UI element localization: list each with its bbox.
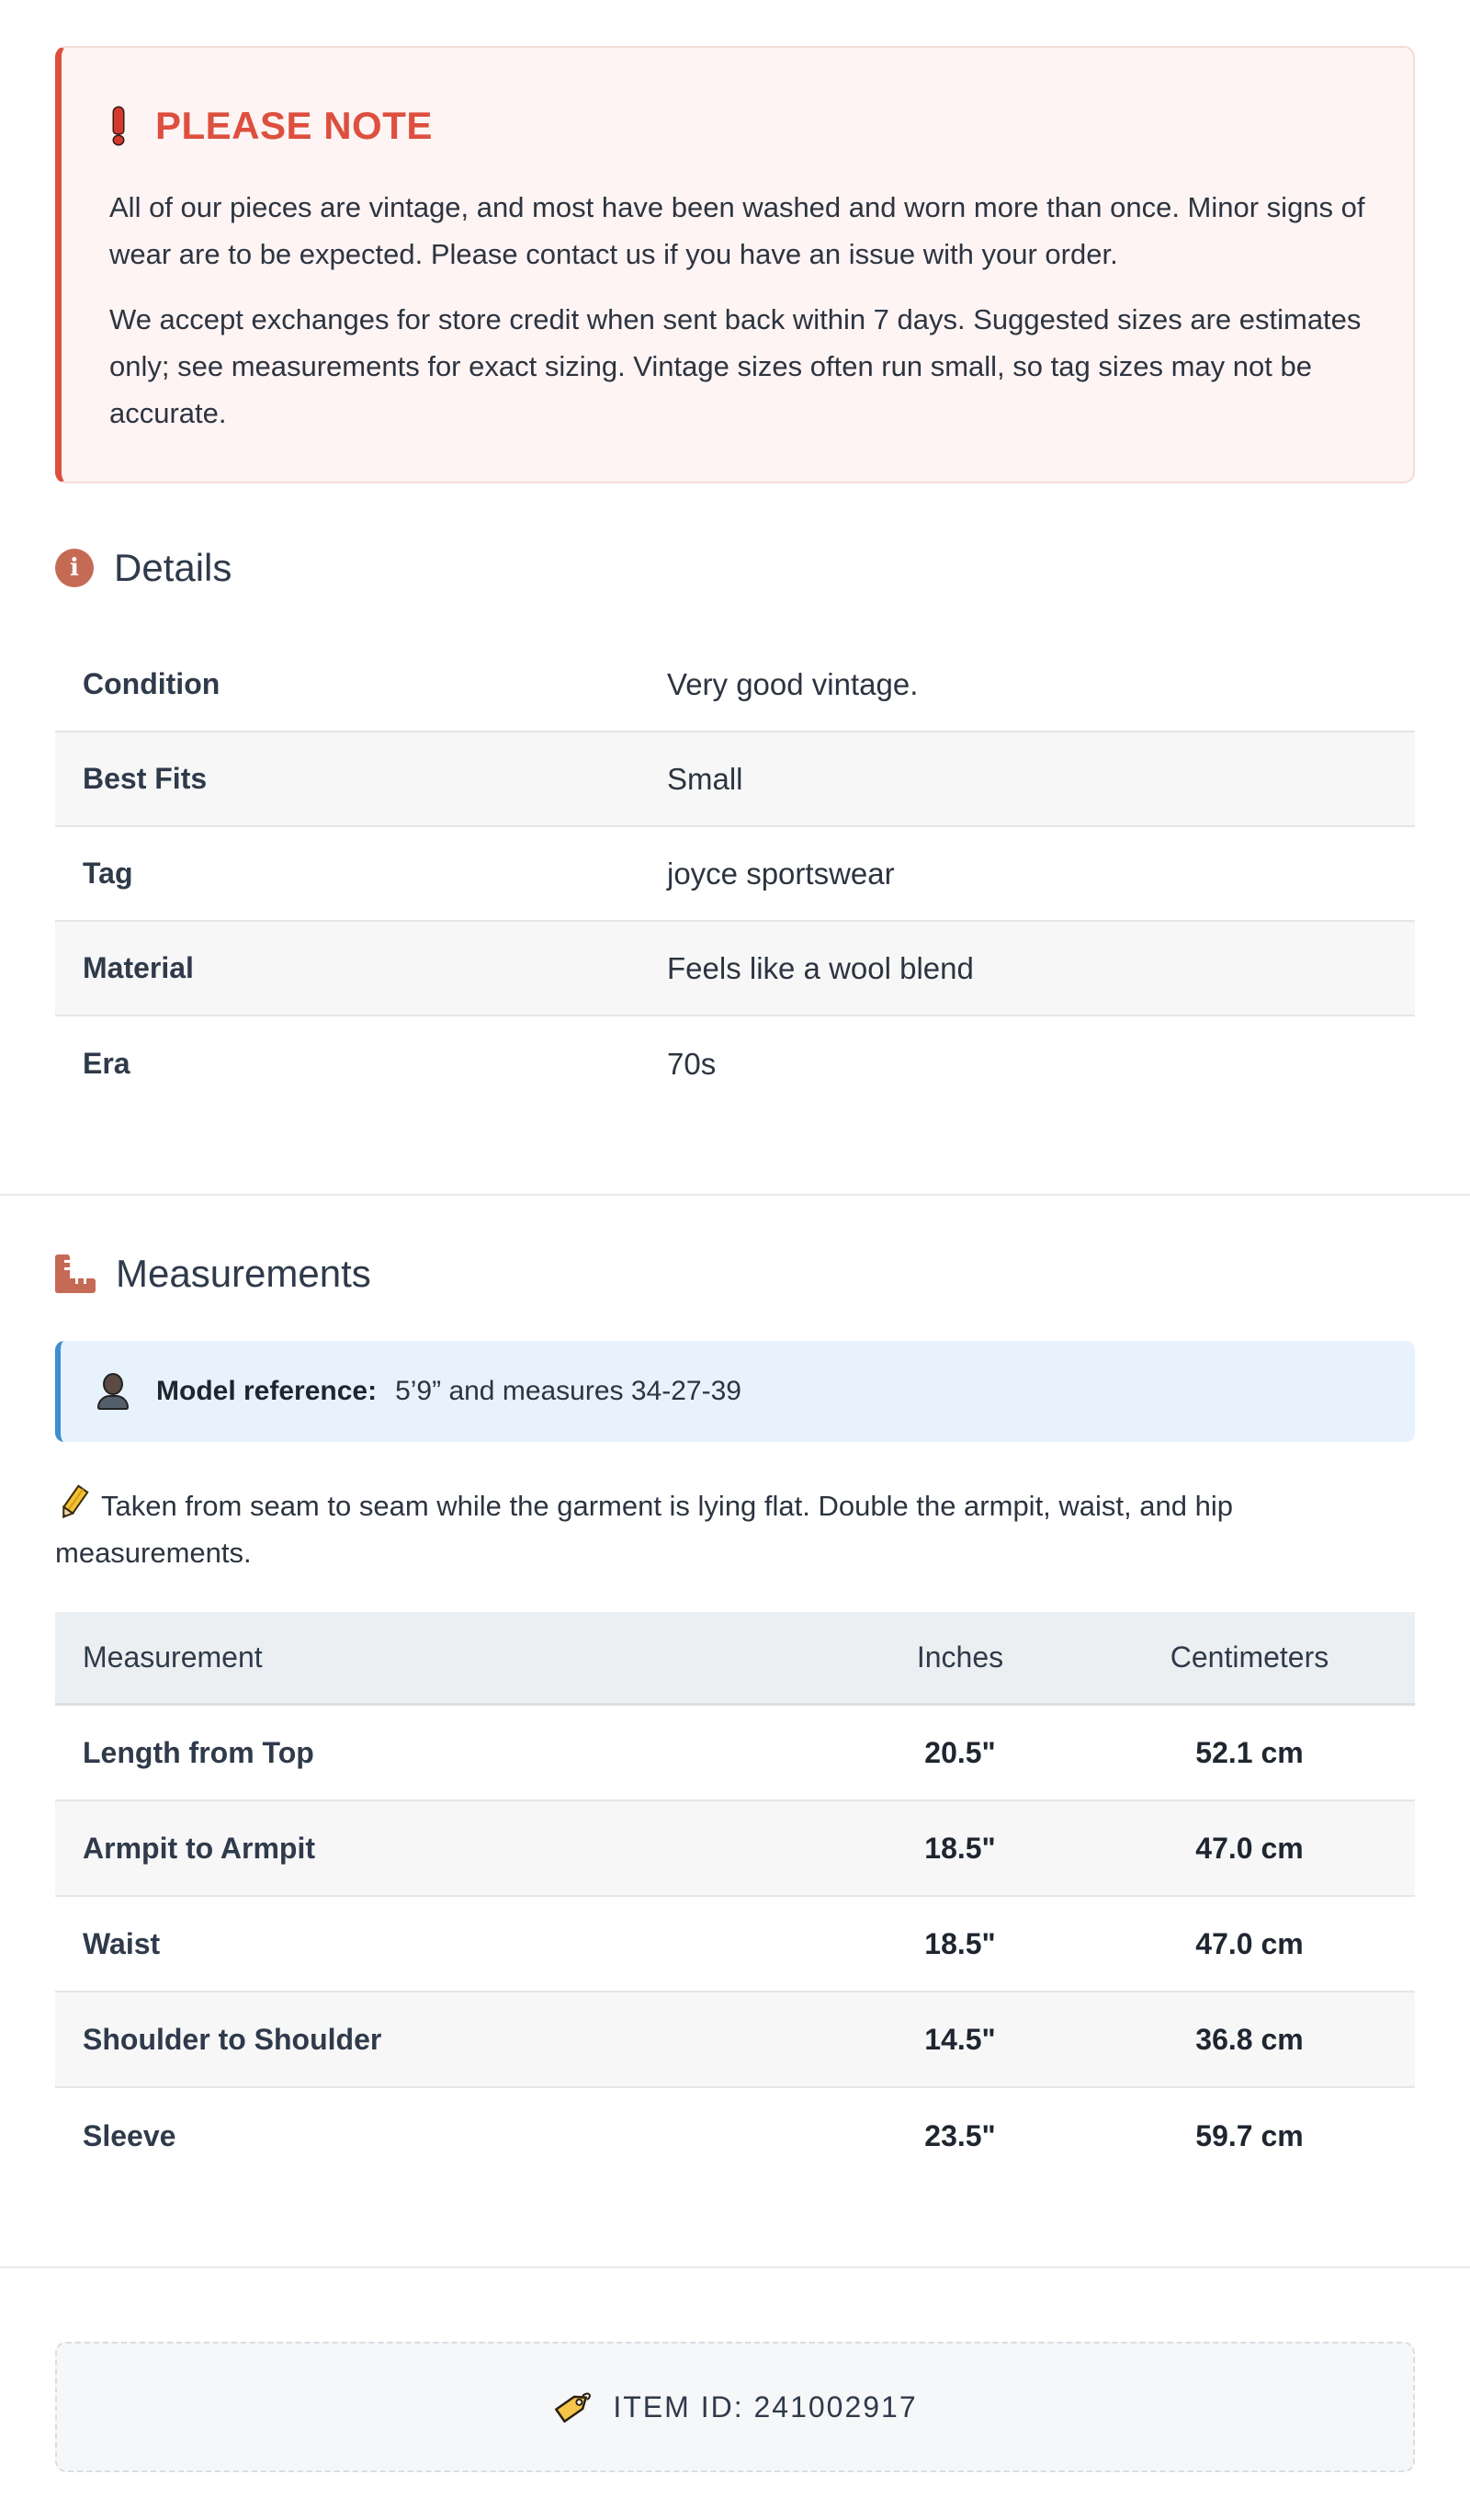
table-row — [55, 1992, 1415, 2088]
measurement-name: Length from Top — [83, 1735, 314, 1769]
table-row — [55, 1897, 1415, 1992]
measurement-name: Sleeve — [83, 2118, 176, 2152]
details-label: Tag — [83, 857, 133, 890]
details-title: Details — [114, 546, 232, 589]
column-header: Measurement — [83, 1640, 263, 1674]
section-divider — [0, 1194, 1470, 1196]
details-row — [55, 732, 1415, 827]
details-row — [55, 1016, 1415, 1111]
measurement-inches: 18.5" — [924, 1831, 996, 1865]
item-id-box — [55, 2342, 1415, 2472]
table-row — [55, 1801, 1415, 1897]
measurement-note-text: Taken from seam to seam while the garment is lying flat. Double the armpit, waist, and hip measurements. — [55, 1490, 1233, 1569]
measurement-inches: 23.5" — [924, 2118, 996, 2152]
measurement-name: Shoulder to Shoulder — [83, 2022, 382, 2056]
tag-icon — [552, 2389, 593, 2425]
details-value: Feels like a wool blend — [667, 950, 974, 985]
column-header: Inches — [916, 1640, 1004, 1674]
item-id-label: ITEM ID: 241002917 — [613, 2389, 918, 2424]
measurement-inches: 20.5" — [924, 1735, 996, 1769]
measurements-table — [55, 1612, 1415, 2184]
details-table — [55, 638, 1415, 1111]
pencil-icon — [55, 1484, 92, 1521]
details-value: Small — [667, 761, 743, 796]
details-label: Era — [83, 1047, 130, 1080]
measurement-cm: 47.0 cm — [1195, 1926, 1304, 1960]
measurement-cm: 52.1 cm — [1195, 1735, 1304, 1769]
details-row — [55, 638, 1415, 732]
model-reference-value: 5’9” and measures 34-27-39 — [395, 1376, 741, 1406]
details-value: 70s — [667, 1046, 717, 1081]
measurements-header — [55, 1246, 371, 1301]
measurements-title: Measurements — [116, 1252, 371, 1295]
info-icon: i — [55, 549, 94, 587]
details-label: Best Fits — [83, 762, 208, 795]
person-icon — [96, 1373, 130, 1410]
details-value: Very good vintage. — [667, 666, 919, 701]
column-header: Centimeters — [1170, 1640, 1329, 1674]
model-reference-box — [55, 1341, 1415, 1442]
details-row — [55, 922, 1415, 1016]
exclamation-icon — [109, 108, 128, 144]
table-row — [55, 2088, 1415, 2184]
measurement-note — [55, 1482, 1360, 1576]
measurement-cm: 47.0 cm — [1195, 1831, 1304, 1865]
notice-paragraph: All of our pieces are vintage, and most have been washed and worn more than once. Minor signs of wear are to be expected. Please contact us if you have an issue with your order. — [109, 191, 1365, 270]
notice-box — [55, 46, 1415, 483]
notice-title: PLEASE NOTE — [155, 104, 433, 147]
notice-paragraph: We accept exchanges for store credit when sent back within 7 days. Suggested sizes are estimates only; see measurements for exact sizing. Vintage sizes often run small, so tag sizes may not be accurate. — [109, 303, 1362, 429]
notice-header — [109, 103, 1365, 149]
details-value: joyce sportswear — [667, 856, 895, 891]
table-row — [55, 1706, 1415, 1801]
measurement-name: Waist — [83, 1926, 161, 1960]
measurement-inches: 18.5" — [924, 1926, 996, 1960]
measurement-inches: 14.5" — [924, 2022, 996, 2056]
measurement-cm: 36.8 cm — [1195, 2022, 1304, 2056]
ruler-icon — [55, 1254, 96, 1293]
section-divider — [0, 2266, 1470, 2268]
measurements-table-header — [55, 1612, 1415, 1706]
model-reference-label: Model reference: — [156, 1376, 378, 1406]
details-label: Condition — [83, 667, 220, 700]
details-label: Material — [83, 951, 194, 984]
measurement-name: Armpit to Armpit — [83, 1831, 316, 1865]
details-row — [55, 827, 1415, 922]
details-header — [55, 540, 232, 596]
measurement-cm: 59.7 cm — [1195, 2118, 1304, 2152]
